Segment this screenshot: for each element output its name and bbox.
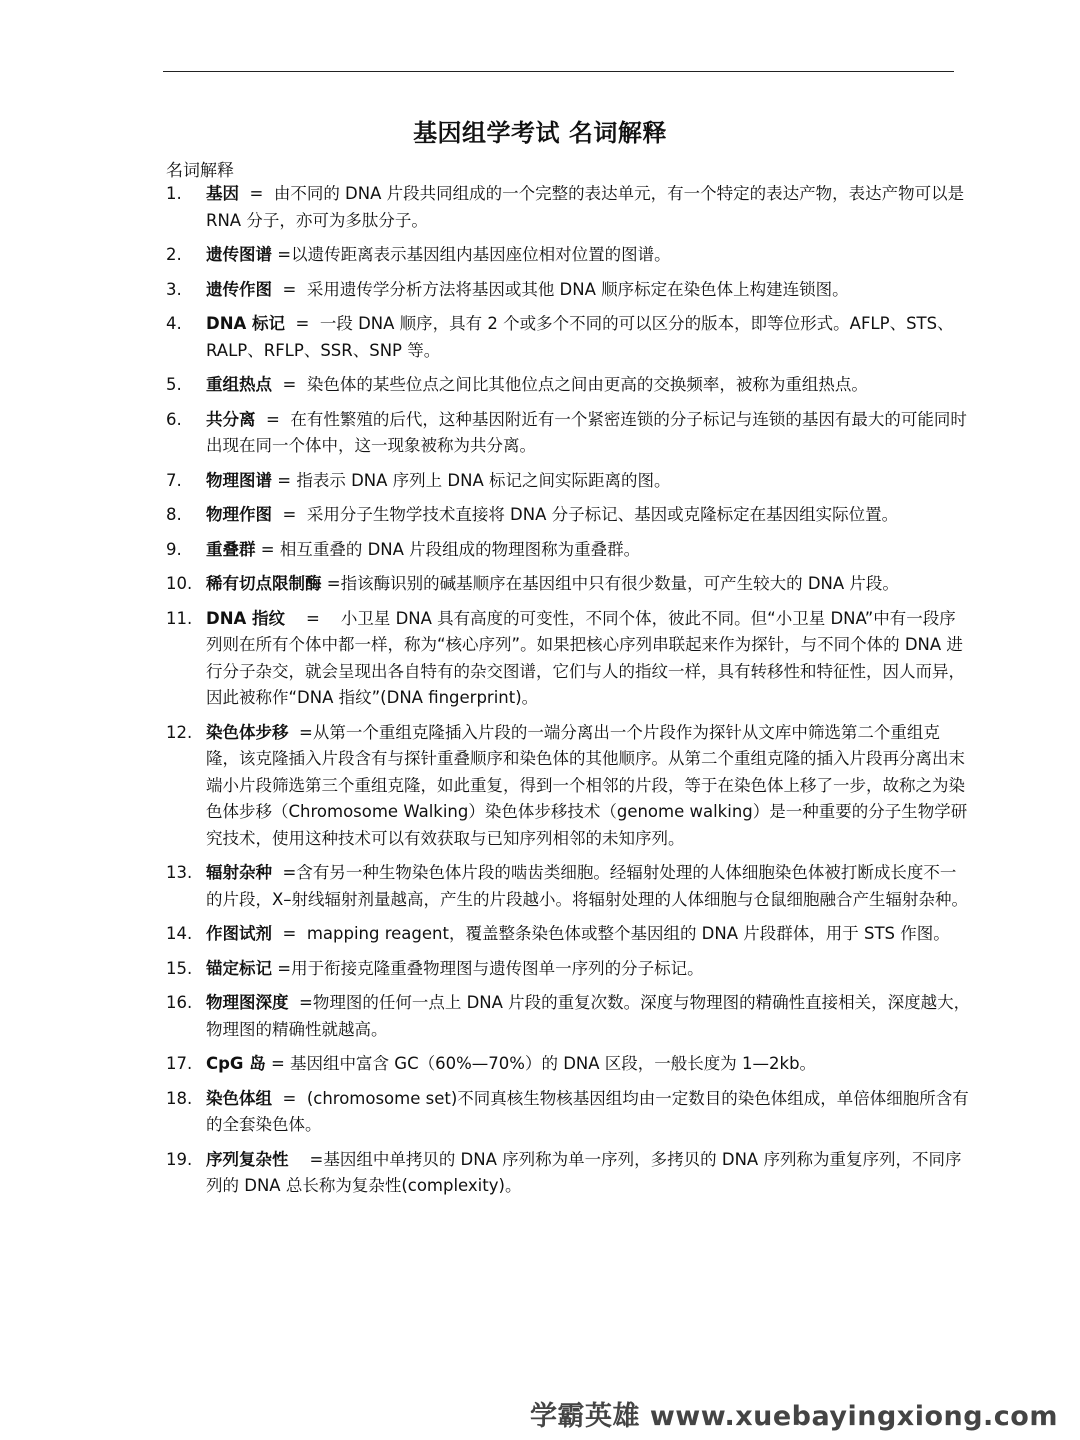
list-item <box>166 606 971 712</box>
item-separator: = <box>272 470 297 490</box>
item-number: 15. <box>166 958 193 978</box>
item-separator: = <box>321 574 341 593</box>
item-definition: 以遗传距离表示基因组内基因座位相对位置的图谱。 <box>291 245 671 264</box>
item-separator: = <box>288 722 313 742</box>
item-separator: = <box>272 505 307 524</box>
list-item <box>166 990 971 1043</box>
item-definition: 采用遗传学分析方法将基因或其他 DNA 顺序标定在染色体上构建连锁图。 <box>306 279 849 299</box>
item-term: DNA 指纹 <box>206 608 286 628</box>
item-definition: 物理图的任何一点上 DNA 片段的重复次数。深度与物理图的精确性直接相关，深度越大，物理图的精确性就越高。 <box>206 993 971 1039</box>
site-watermark: 学霸英雄 www.xuebayingxiong.com <box>529 1401 1058 1432</box>
item-term: CpG 岛 <box>206 1054 266 1073</box>
item-term: 遗传作图 <box>206 279 272 299</box>
item-term: 重组热点 <box>206 375 272 394</box>
header-rule <box>163 71 954 72</box>
item-term: 染色体步移 <box>206 722 289 742</box>
item-number: 5. <box>166 375 182 394</box>
list-item <box>166 571 971 598</box>
item-definition: 一段 DNA 顺序，具有 2 个或多个不同的可以区分的版本，即等位形式。AFLP、STS、RALP、RFLP、SSR、SNP 等。 <box>206 314 954 360</box>
item-separator: = <box>272 1088 307 1108</box>
list-item <box>166 720 971 853</box>
item-number: 13. <box>166 863 193 882</box>
item-separator: = <box>285 314 320 333</box>
item-separator: = <box>288 1149 324 1169</box>
section-subtitle: 名词解释 <box>166 161 234 181</box>
item-term: 染色体组 <box>206 1088 272 1108</box>
item-number: 6. <box>166 409 182 429</box>
item-definition: 含有另一种生物染色体片段的啮齿类细胞。经辐射处理的人体细胞染色体被打断成长度不一的片段，X–射线辐射剂量越高，产生的片段越小。将辐射处理的人体细胞与仓鼠细胞融合产生辐射杂种。 <box>206 863 969 909</box>
list-item <box>166 1086 971 1139</box>
item-number: 11. <box>166 608 193 628</box>
item-number: 19. <box>166 1149 193 1169</box>
item-definition: 由不同的 DNA 片段共同组成的一个完整的表达单元，有一个特定的表达产物，表达产物可以是 RNA 分子，亦可为多肽分子。 <box>206 184 965 230</box>
item-separator: = <box>265 1054 291 1073</box>
item-definition: 用于衔接克隆重叠物理图与遗传图单一序列的分子标记。 <box>291 958 704 978</box>
item-number: 1. <box>166 184 182 203</box>
item-term: 遗传图谱 <box>206 245 272 264</box>
item-definition: 染色体的某些位点之间比其他位点之间由更高的交换频率，被称为重组热点。 <box>306 375 868 394</box>
item-separator: = <box>272 279 307 299</box>
list-item <box>166 372 971 399</box>
list-item <box>166 277 971 304</box>
item-definition: 基因组中单拷贝的 DNA 序列称为单一序列，多拷贝的 DNA 序列称为重复序列，不同序列的 DNA 总长称为复杂性(complexity)。 <box>206 1149 962 1195</box>
item-number: 2. <box>166 245 182 264</box>
item-number: 17. <box>166 1054 193 1073</box>
item-term: 物理作图 <box>206 505 272 524</box>
item-definition: 小卫星 DNA 具有高度的可变性，不同个体，彼此不同。但“小卫星 DNA”中有一段序列则在所有个体中都一样，称为“核心序列”。如果把核心序列串联起来作为探针，与不同个体的 DNA 进行分子杂交，就会呈现出各自特有的杂交图谱，它们与人的指纹一样，具有转移性和特征性，因人而异，因此被称作“DNA 指纹”(DNA fingerprint)。 <box>206 608 965 707</box>
item-term: 物理图谱 <box>206 470 272 490</box>
item-term: 重叠群 <box>206 539 256 559</box>
item-number: 10. <box>166 574 193 593</box>
item-number: 18. <box>166 1088 193 1108</box>
page-title: 基因组学考试 名词解释 <box>413 119 667 147</box>
item-term: 基因 <box>206 184 239 203</box>
item-separator: = <box>288 993 313 1012</box>
item-number: 8. <box>166 505 182 524</box>
list-item <box>166 1051 971 1078</box>
item-term: 序列复杂性 <box>206 1149 289 1169</box>
item-separator: = <box>239 184 274 203</box>
item-number: 3. <box>166 279 182 299</box>
item-number: 9. <box>166 539 182 559</box>
list-item <box>166 860 971 913</box>
list-item <box>166 468 971 495</box>
item-separator: = <box>272 375 307 394</box>
term-list <box>166 181 971 1208</box>
item-separator: = <box>272 863 297 882</box>
item-number: 7. <box>166 470 182 490</box>
list-item <box>166 956 971 983</box>
item-term: 锚定标记 <box>206 958 272 978</box>
list-item <box>166 242 971 269</box>
item-definition: 相互重叠的 DNA 片段组成的物理图称为重叠群。 <box>279 539 641 559</box>
item-term: 作图试剂 <box>206 924 272 943</box>
item-number: 4. <box>166 314 182 333</box>
item-separator: = <box>272 958 292 978</box>
item-separator: = <box>255 539 280 559</box>
item-term: DNA 标记 <box>206 314 286 333</box>
item-definition: 在有性繁殖的后代，这种基因附近有一个紧密连锁的分子标记与连锁的基因有最大的可能同时出现在同一个体中，这一现象被称为共分离。 <box>206 409 967 455</box>
item-definition: 从第一个重组克隆插入片段的一端分离出一个片段作为探针从文库中筛选第二个重组克隆，该克隆插入片段含有与探针重叠顺序和染色体的其他顺序。从第二个重组克隆的插入片段再分离出末端小片段筛选第三个重组克隆，如此重复，得到一个相邻的片段，等于在染色体上移了一步，故称之为染色体步移（Chromosome Walking）染色体步移技术（genome walking）是一种重要的分子生物学研究技术，使用这种技术可以有效获取与已知序列相邻的未知序列。 <box>206 722 968 848</box>
item-term: 共分离 <box>206 409 256 429</box>
item-term: 物理图深度 <box>206 993 289 1012</box>
item-definition: 采用分子生物学技术直接将 DNA 分子标记、基因或克隆标定在基因组实际位置。 <box>306 505 899 524</box>
item-definition: 基因组中富含 GC（60%—70%）的 DNA 区段，一般长度为 1—2kb。 <box>290 1054 817 1073</box>
item-separator: = <box>255 409 291 429</box>
list-item <box>166 1147 971 1200</box>
list-item <box>166 537 971 564</box>
item-number: 12. <box>166 722 193 742</box>
list-item <box>166 407 971 460</box>
item-separator: = <box>272 924 307 943</box>
item-number: 14. <box>166 924 193 943</box>
list-item <box>166 502 971 529</box>
item-definition: (chromosome set)不同真核生物核基因组均由一定数目的染色体组成，单倍体细胞所含有的全套染色体。 <box>206 1088 969 1134</box>
item-term: 稀有切点限制酶 <box>206 574 322 593</box>
list-item <box>166 311 971 364</box>
item-definition: 指表示 DNA 序列上 DNA 标记之间实际距离的图。 <box>296 470 671 490</box>
item-term: 辐射杂种 <box>206 863 272 882</box>
item-definition: 指该酶识别的碱基顺序在基因组中只有很少数量，可产生较大的 DNA 片段。 <box>340 574 899 593</box>
item-separator: = <box>285 608 341 628</box>
list-item <box>166 181 971 234</box>
list-item <box>166 921 971 948</box>
item-number: 16. <box>166 993 193 1012</box>
item-definition: mapping reagent，覆盖整条染色体或整个基因组的 DNA 片段群体，用于 STS 作图。 <box>306 924 950 943</box>
item-separator: = <box>272 245 292 264</box>
